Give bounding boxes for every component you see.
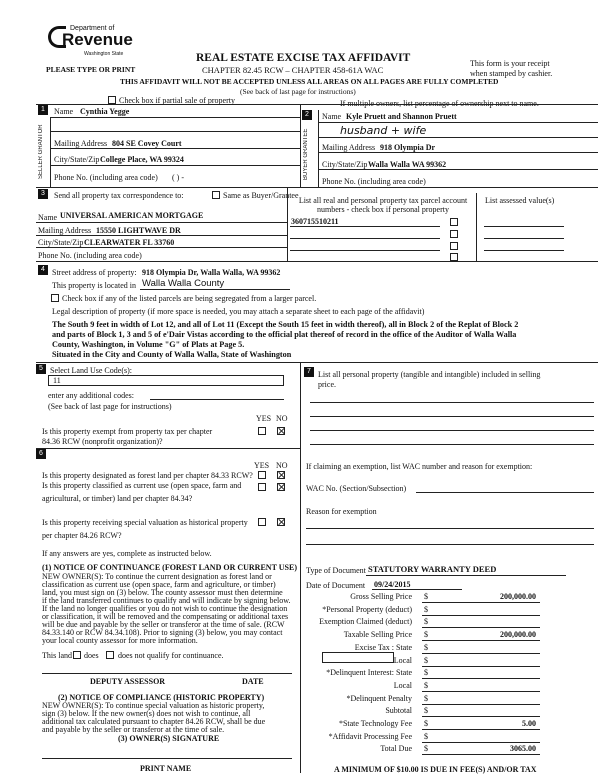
historic-title: (2) NOTICE OF COMPLIANCE (HISTORIC PROPERTY) [58, 693, 265, 702]
buyer-city-label: City/State/Zip [322, 160, 368, 169]
fee-row [300, 605, 540, 616]
historic-question-1: Is this property receiving special valuation as historical property [42, 518, 248, 527]
please-type-print: PLEASE TYPE OR PRINT [46, 65, 136, 74]
continuance-title: (1) NOTICE OF CONTINUANCE (FOREST LAND OR CURRENT USE) [42, 563, 297, 572]
fee-row [300, 681, 540, 692]
owner-signature-label: (3) OWNER(S) SIGNATURE [118, 734, 220, 743]
historic-no-checkbox[interactable] [277, 518, 285, 526]
seller-city-label: City/State/Zip [54, 155, 100, 164]
section-5-number: 5 [36, 364, 46, 374]
segregated-label: Check box if any of the listed parcels are being segregated from a larger parcel. [62, 294, 317, 303]
fee-row [300, 706, 540, 717]
fee-label: *Delinquent Interest: State [326, 668, 412, 678]
fee-dollar-sign: $ [424, 680, 428, 690]
s3-mail-label: Mailing Address [38, 226, 92, 235]
fee-row [300, 668, 540, 679]
personal-property-label-1: List all personal property (tangible and intangible) included in selling [318, 370, 541, 379]
seller-name-label: Name [54, 107, 74, 116]
parcel-3-personal-checkbox[interactable] [450, 242, 458, 250]
continuance-line-3: land, you must sign on (3) below. The county assessor must then determine [42, 588, 283, 597]
fee-row [300, 744, 540, 755]
form-warning: THIS AFFIDAVIT WILL NOT BE ACCEPTED UNLESS ALL AREAS ON ALL PAGES ARE FULLY COMPLETED [120, 77, 499, 86]
fee-row [300, 630, 540, 641]
fee-label: Exemption Claimed (deduct) [319, 617, 412, 627]
fee-underline [422, 716, 540, 717]
partial-sale-checkbox[interactable] [108, 96, 116, 104]
historic-question-2: per chapter 84.26 RCW? [42, 531, 122, 540]
legal-line-2: and parts of Block 1, 3 and 5 of e'Dair Vistas according to the official plat thereof of record in the office of the Auditor of Walla Walla [52, 330, 517, 339]
section-6-number: 6 [36, 449, 46, 459]
fee-dollar-sign: $ [424, 642, 428, 652]
current-use-no-checkbox[interactable] [277, 483, 285, 491]
fee-dollar-sign: $ [424, 731, 428, 741]
send-correspondence-label: Send all property tax correspondence to: [54, 191, 184, 200]
same-as-buyer-label: Same as Buyer/Grantee [223, 191, 299, 200]
fee-label: Subtotal [385, 706, 412, 716]
continuance-line-1: NEW OWNER(S): To continue the current designation as forest land or [42, 572, 272, 581]
continuance-line-9: your local county assessor for more information. [42, 636, 198, 645]
land-use-label: Select Land Use Code(s): [50, 366, 132, 375]
historic-line-1: NEW OWNER(S): To continue special valuation as historic property, [42, 701, 265, 710]
s6-no-header: NO [276, 461, 288, 470]
buyer-handwritten-note: husband + wife [340, 124, 427, 137]
continuance-line-8: 84.33.140 or RCW 84.34.108). Prior to signing (3) below, you may contact [42, 628, 283, 637]
seller-phone-label: Phone No. (including area code) [54, 173, 158, 182]
fee-label: Gross Selling Price [350, 592, 412, 601]
exempt-question-1: Is this property exempt from property tax per chapter [42, 427, 213, 436]
department-logo [48, 22, 138, 62]
continuance-line-2: classification as current use (open space, farm and agriculture, or timber) [42, 580, 276, 589]
fee-label: *Delinquent Penalty [346, 693, 412, 703]
fee-label: Total Due [380, 744, 412, 754]
deputy-assessor-label: DEPUTY ASSESSOR [90, 677, 166, 686]
section-1-number: 1 [38, 105, 48, 115]
seller-phone[interactable]: ( ) - [172, 173, 184, 182]
forest-no-checkbox[interactable] [277, 471, 285, 479]
fee-row [300, 694, 540, 705]
s5-yes-header: YES [256, 414, 272, 423]
seller-name[interactable]: Cynthia Yegge [80, 107, 130, 116]
legal-line-3: County, Washington, in Volume "G" of Plats at Page 5. [52, 340, 245, 349]
form-title: REAL ESTATE EXCISE TAX AFFIDAVIT [196, 52, 411, 64]
located-label: This property is located in [52, 281, 136, 290]
doc-type-value[interactable]: STATUTORY WARRANTY DEED [368, 564, 497, 574]
current-use-yes-checkbox[interactable] [258, 483, 266, 491]
buyer-phone-label: Phone No. (including area code) [322, 177, 426, 186]
doc-date-value[interactable]: 09/24/2015 [374, 580, 411, 589]
continuance-line-7: will be due and payable by the seller or transferor at the time of sale. (RCW [42, 620, 285, 629]
local-rate-field[interactable] [322, 652, 394, 663]
reason-label: Reason for exemption [306, 507, 377, 516]
doc-date-label: Date of Document [306, 581, 366, 590]
fee-row [300, 617, 540, 628]
s3-name[interactable]: UNIVERSAL AMERICAN MORTGAGE [60, 211, 204, 220]
fee-dollar-sign: $ [424, 592, 428, 601]
land-use-field[interactable] [48, 375, 284, 386]
fee-label: Local [393, 680, 412, 690]
seller-city[interactable]: College Place, WA 99324 [100, 155, 184, 164]
parcel-1-personal-checkbox[interactable] [450, 218, 458, 226]
exempt-question-2: 84.36 RCW (nonprofit organization)? [42, 437, 163, 446]
doc-type-label: Type of Document [306, 566, 366, 575]
seller-mail-label: Mailing Address [54, 139, 108, 148]
exempt-no-checkbox[interactable] [277, 427, 285, 435]
forest-yes-checkbox[interactable] [258, 471, 266, 479]
fee-value[interactable]: 5.00 [522, 719, 536, 728]
fee-dollar-sign: $ [424, 706, 428, 716]
fee-underline [422, 754, 540, 755]
buyer-grantee-label: BUYER GRANTEE [303, 128, 309, 180]
s6-yes-header: YES [254, 461, 270, 470]
multiple-owners-note: If multiple owners, list percentage of ownership next to name. [340, 99, 539, 108]
s5-see-back: (See back of last page for instructions) [48, 402, 172, 411]
partial-sale-label: Check box if partial sale of property [119, 96, 235, 105]
historic-line-3: additional tax calculated pursuant to chapter 84.26 RCW, shall be due [42, 717, 266, 726]
street-address[interactable]: 918 Olympia Dr, Walla Walla, WA 99362 [142, 268, 281, 277]
fee-underline [422, 627, 540, 628]
see-back-instructions: (See back of last page for instructions) [240, 87, 356, 96]
current-use-question-2: agricultural, or timber) land per chapter 84.34? [42, 494, 193, 503]
historic-line-2: sign (3) below. If the new owner(s) does not wish to continue, all [42, 709, 251, 718]
continuance-line-5: If the land no longer qualifies or you do not wish to continue the designation [42, 604, 288, 613]
fee-dollar-sign: $ [424, 668, 428, 678]
buyer-mail[interactable]: 918 Olympia Dr [380, 143, 436, 152]
assessed-header: List assessed value(s) [485, 196, 555, 205]
fee-row [300, 592, 540, 603]
forest-question: Is this property designated as forest land per chapter 84.33 RCW? [42, 471, 253, 480]
additional-codes-label: enter any additional codes: [48, 391, 134, 400]
fee-row [300, 732, 540, 743]
fee-underline [422, 615, 540, 616]
segregated-checkbox[interactable] [51, 294, 59, 302]
s3-phone-label: Phone No. (including area code) [38, 251, 142, 260]
fee-dollar-sign: $ [424, 693, 428, 703]
fee-dollar-sign: $ [424, 617, 428, 627]
s3-city-label: City/State/Zip [38, 238, 84, 247]
fee-underline [422, 602, 540, 603]
fee-underline [422, 666, 540, 667]
receipt-note-1: This form is your receipt [470, 59, 550, 68]
fee-underline [422, 640, 540, 641]
does-label: does [84, 651, 99, 660]
buyer-city[interactable]: Walla Walla WA 99362 [368, 160, 447, 169]
fee-value[interactable]: 3065.00 [510, 744, 536, 754]
does-not-qualify-checkbox[interactable] [106, 651, 114, 659]
fee-dollar-sign: $ [424, 630, 428, 640]
wac-label: WAC No. (Section/Subsection) [306, 484, 407, 493]
minimum-fee-note: A MINIMUM OF $10.00 IS DUE IN FEE(S) AND/OR TAX [334, 765, 537, 774]
s3-name-label: Name [38, 213, 58, 222]
fee-underline [422, 704, 540, 705]
buyer-name-label: Name [322, 112, 342, 121]
historic-line-4: and payable by the seller or transferor at the time of sale. [42, 725, 225, 734]
street-label: Street address of property: [52, 268, 137, 277]
fee-underline [422, 653, 540, 654]
exempt-yes-checkbox[interactable] [258, 427, 266, 435]
exemption-label: If claiming an exemption, list WAC number and reason for exemption: [306, 462, 533, 471]
fee-dollar-sign: $ [424, 655, 428, 665]
buyer-name[interactable]: Kyle Pruett and Shannon Pruett [346, 112, 457, 121]
legal-line-4: Situated in the City and County of Walla Walla, State of Washington [52, 350, 292, 359]
continuance-line-6: or classification, it will be removed and the compensating or additional taxes [42, 612, 289, 621]
form-chapter: CHAPTER 82.45 RCW – CHAPTER 458-61A WAC [202, 65, 384, 75]
parcel-header: List all real and personal property tax parcel account numbers - check box if personal property [298, 196, 468, 214]
parcel-number[interactable]: 360715510211 [291, 217, 339, 226]
land-use-value: 11 [53, 376, 61, 385]
personal-property-label-2: price. [318, 380, 336, 389]
continuance-line-4: if the land transferred continues to qualify and will indicate by signing below. [42, 596, 291, 605]
fee-dollar-sign: $ [424, 604, 428, 614]
receipt-note-2: when stamped by cashier. [470, 69, 553, 78]
fee-label: *Personal Property (deduct) [322, 604, 412, 614]
fee-underline [422, 729, 540, 730]
section-4-number: 4 [38, 265, 48, 275]
fee-underline [422, 678, 540, 679]
print-name-label: PRINT NAME [140, 764, 192, 773]
section-2-number: 2 [302, 110, 312, 120]
section-7-number: 7 [304, 367, 314, 377]
buyer-mail-label: Mailing Address [322, 143, 376, 152]
fee-label: Excise Tax : State [354, 642, 412, 652]
located-county[interactable]: Walla Walla County [142, 278, 225, 289]
same-as-buyer-checkbox[interactable] [212, 191, 220, 199]
fee-underline [422, 691, 540, 692]
seller-grantor-label: SELLER GRANTOR [38, 124, 44, 180]
fee-dollar-sign: $ [424, 719, 428, 728]
legal-label: Legal description of property (if more space is needed, you may attach a separate sheet to each page of the affidavit) [52, 307, 425, 316]
section-3-number: 3 [38, 189, 48, 199]
s3-mail[interactable]: 15550 LIGHTWAVE DR [96, 226, 181, 235]
fee-label: *Affidavit Processing Fee [328, 731, 412, 741]
legal-line-1: The South 9 feet in width of Lot 12, and all of Lot 11 (Except the South 15 feet in width thereof), all in Block 2 of the Replat of Block 2 [52, 320, 519, 329]
fee-value[interactable]: 200,000.00 [500, 592, 536, 601]
this-land-label: This land [42, 651, 72, 660]
seller-mail[interactable]: 804 SE Covey Court [112, 139, 182, 148]
current-use-question-1: Is this property classified as current use (open space, farm and [42, 481, 242, 490]
fee-label: Taxable Selling Price [343, 630, 412, 640]
fee-label: Local [393, 655, 412, 665]
does-not-label: does not qualify for continuance. [118, 651, 224, 660]
parcel-4-personal-checkbox[interactable] [450, 253, 458, 261]
s5-no-header: NO [276, 414, 288, 423]
logo-state-line: Washington State [84, 51, 124, 57]
fee-row [300, 719, 540, 730]
if-yes-instructions: If any answers are yes, complete as instructed below. [42, 549, 212, 558]
s3-city[interactable]: CLEARWATER FL 33760 [84, 238, 175, 247]
fee-underline [422, 742, 540, 743]
does-qualify-checkbox[interactable] [73, 651, 81, 659]
logo-revenue-text: Revenue [62, 30, 133, 49]
fee-label: *State Technology Fee [338, 719, 412, 728]
historic-yes-checkbox[interactable] [258, 518, 266, 526]
fee-dollar-sign: $ [424, 744, 428, 754]
logo-dept-line: Department of [70, 25, 115, 32]
fee-value[interactable]: 200,000.00 [500, 630, 536, 640]
parcel-2-personal-checkbox[interactable] [450, 230, 458, 238]
assessor-date-label: DATE [242, 677, 264, 686]
